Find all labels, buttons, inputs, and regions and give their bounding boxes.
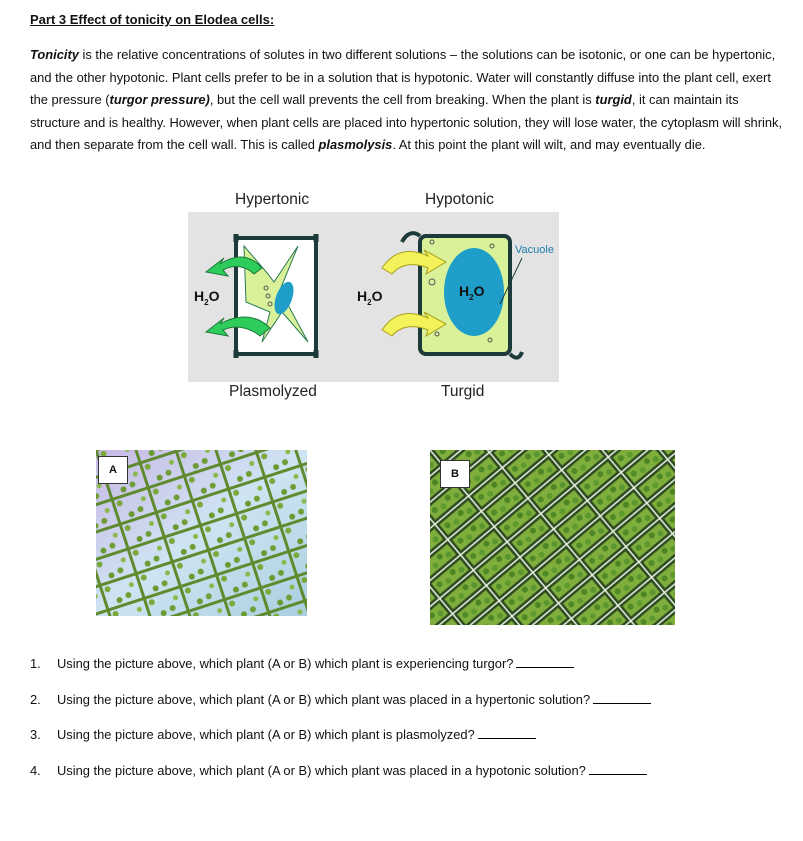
intro-text: , but the cell wall prevents the cell from breaking. When the plant is xyxy=(209,92,596,108)
intro-paragraph xyxy=(30,44,788,157)
answer-blank[interactable] xyxy=(589,761,647,775)
turgid-cell xyxy=(382,233,522,358)
question-list xyxy=(30,646,790,789)
water-label-plasmolyzed: $H_2O$ xyxy=(194,288,220,307)
photo-a-plasmolyzed-elodea xyxy=(96,450,307,616)
answer-blank[interactable] xyxy=(593,690,651,704)
question-item: 1. Using the picture above, which plant (A or B) which plant is experiencing turgor? xyxy=(30,646,790,682)
photo-b-tag: B xyxy=(440,460,470,488)
page-title: Part 3 Effect of tonicity on Elodea cells: xyxy=(30,12,275,27)
intro-text: . At this point the plant will wilt, and may eventually die. xyxy=(392,137,706,153)
answer-blank[interactable] xyxy=(478,725,536,739)
key-term: plasmolysis xyxy=(318,137,393,153)
intro-text: is the relative concentrations of solutes in two different solutions – the solutions can be isotonic, or one can be hypertonic, and the other hypotonic. Plant cells prefer to be in a solution that is hypotonic. Water will constantly diffuse into the plant cell, exert the pressure ( xyxy=(30,47,776,108)
key-term: turgor pressure) xyxy=(109,92,210,108)
question-item: 3. Using the picture above, which plant (A or B) which plant is plasmolyzed? xyxy=(30,717,790,753)
plasmolyzed-label: Plasmolyzed xyxy=(229,383,317,400)
water-label-outside: $H_2O$ xyxy=(357,288,383,307)
key-term: turgid xyxy=(595,92,632,108)
water-label-vacuole: $H_2O$ xyxy=(459,283,485,302)
photo-b-turgid-elodea xyxy=(430,450,675,625)
vacuole-label: Vacuole xyxy=(515,244,554,256)
hypertonic-label: Hypertonic xyxy=(235,191,310,208)
photo-a-tag: A xyxy=(98,456,128,484)
question-item: 2. Using the picture above, which plant (A or B) which plant was placed in a hypertonic solution? xyxy=(30,682,790,718)
turgid-label: Turgid xyxy=(441,383,485,400)
intro-text: , it can maintain its structure and is healthy. However, when plant cells are placed into hypertonic solution, they will lose water, the cytoplasm will shrink, and then separate from the cell wall. This is called xyxy=(30,92,783,153)
plasmolyzed-cell xyxy=(206,234,316,358)
hypotonic-label: Hypotonic xyxy=(425,191,494,208)
answer-blank[interactable] xyxy=(516,654,574,668)
key-term: Tonicity xyxy=(30,47,79,62)
question-item: 4. Using the picture above, which plant (A or B) which plant was placed in a hypotonic solution? xyxy=(30,753,790,789)
